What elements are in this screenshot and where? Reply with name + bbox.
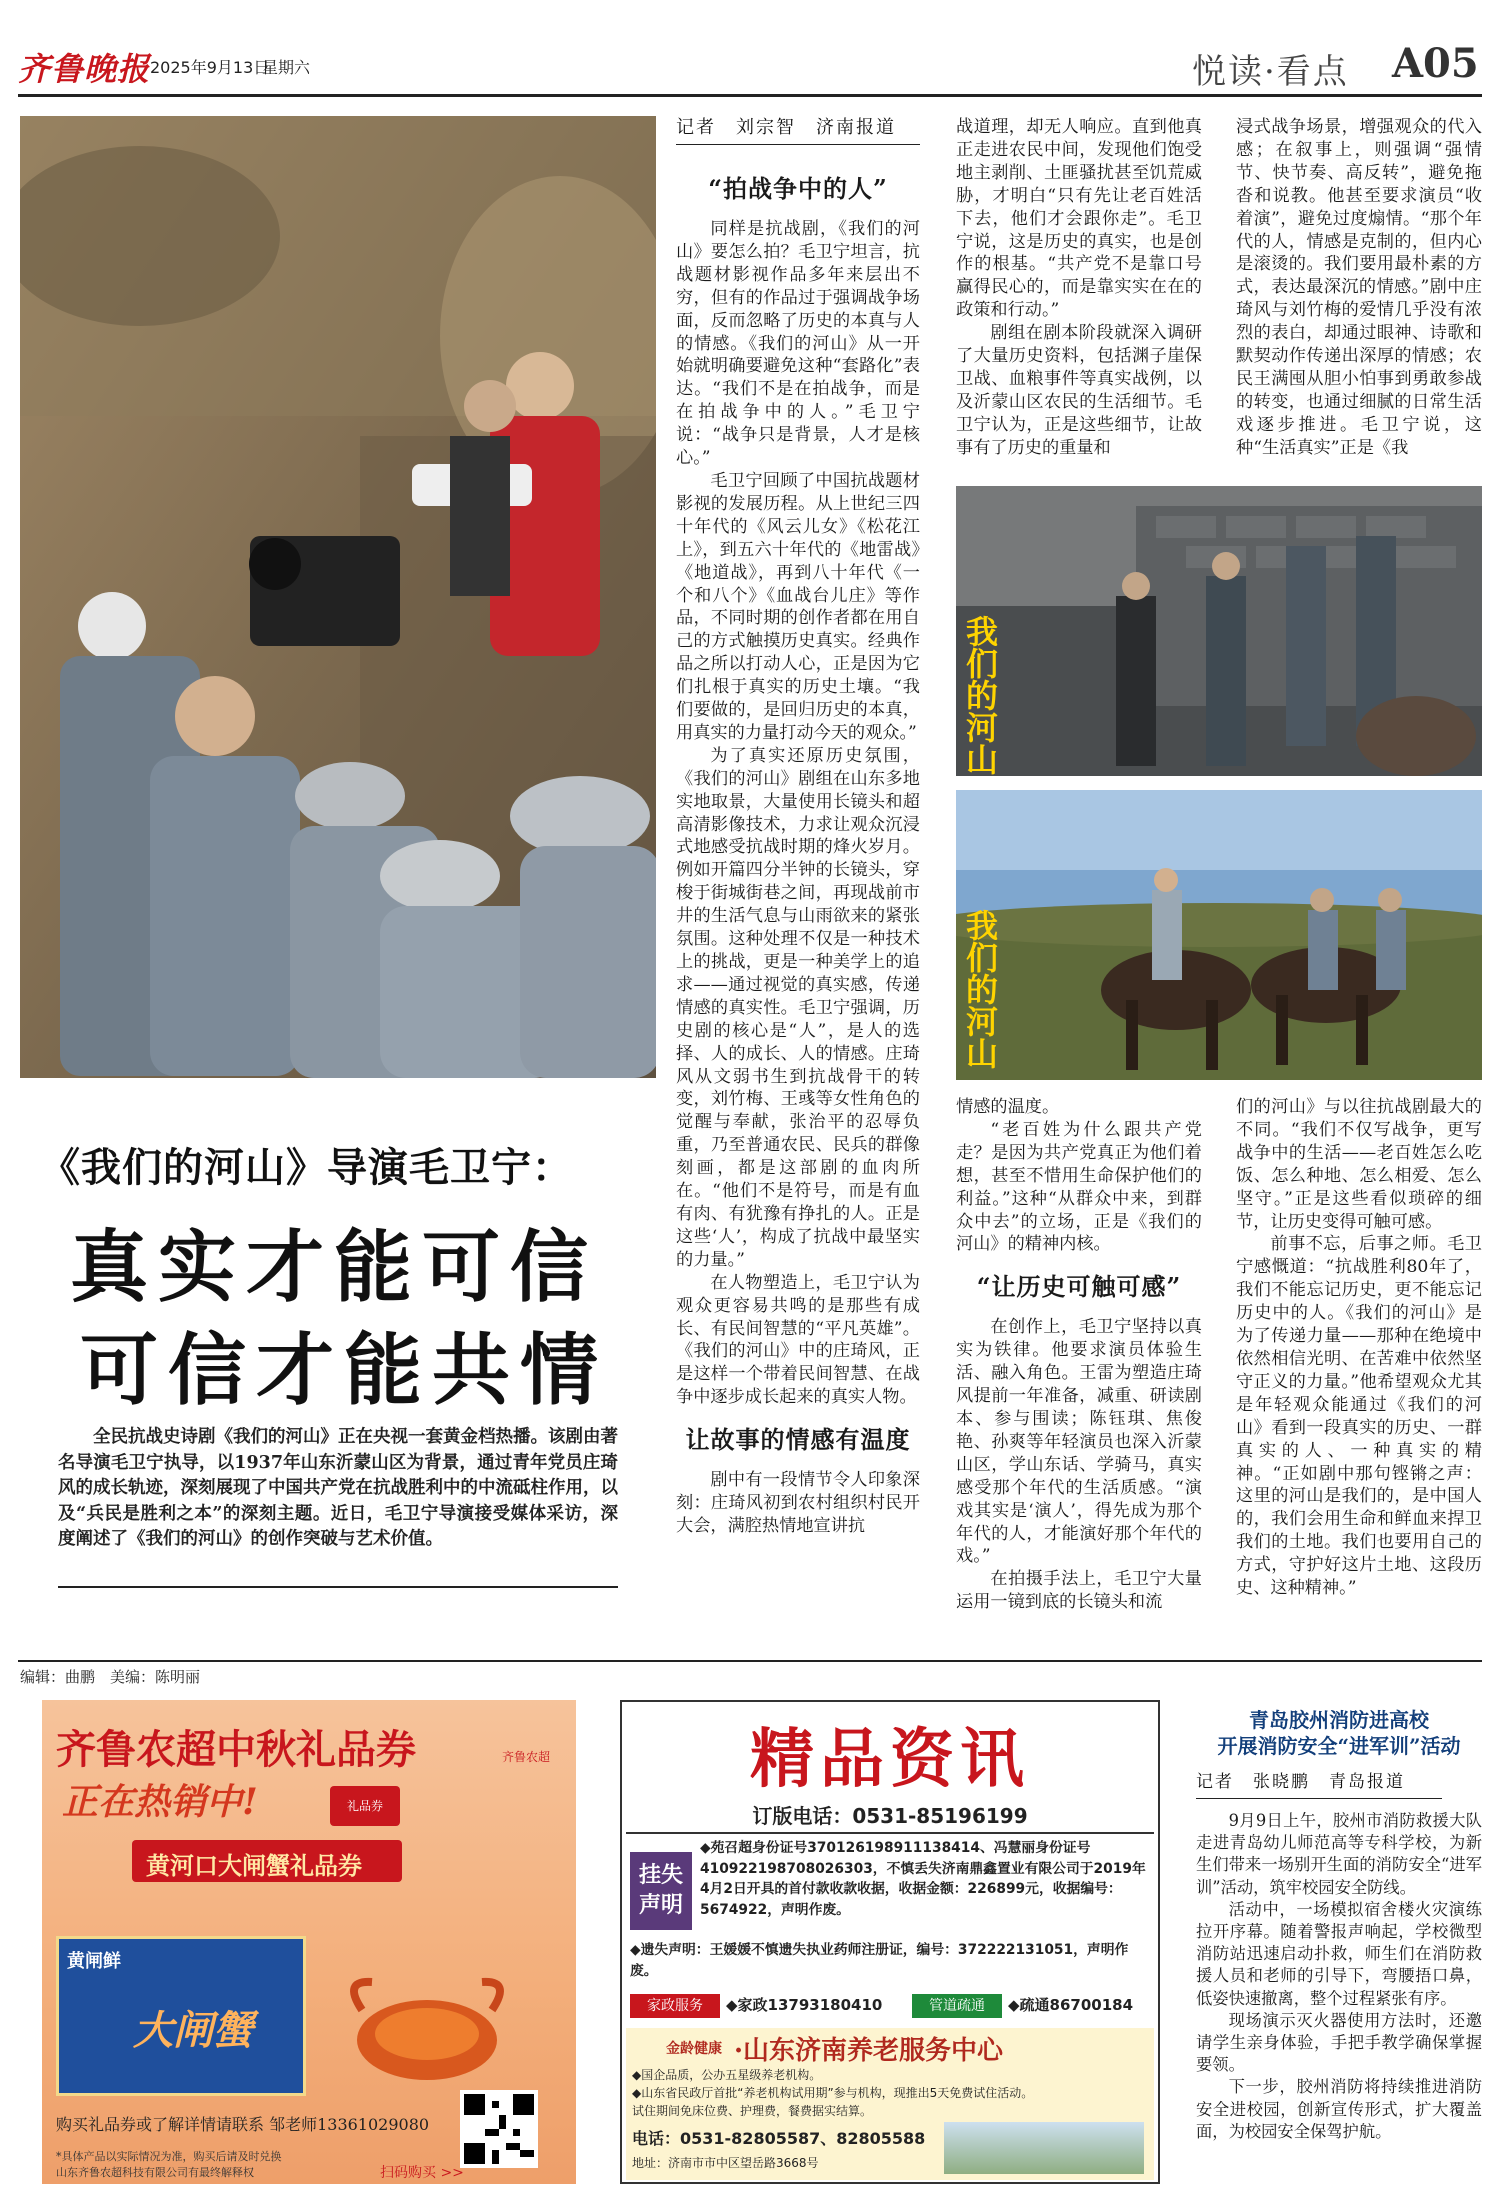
classifieds-divider bbox=[626, 1832, 1154, 1834]
lead-paragraph: 全民抗战史诗剧《我们的河山》正在央视一套黄金档热播。该剧由著名导演毛卫宁执导，以1937年山东沂蒙山区为背景，通过青年党员庄琦风的成长轨迹，深刻展现了中国共产党在抗战胜利中的中流砥柱作用，以及“兵民是胜利之本”的深刻主题。近日，毛卫宁导演接受媒体采访，深度阐述了《我们的河山》的创作突破与艺术价值。 bbox=[58, 1427, 618, 1549]
issue-weekday: 星期六 bbox=[262, 58, 311, 77]
crab-gift-box bbox=[56, 1936, 306, 2096]
ad-note-1: *具体产品以实际情况为准，购买后请及时兑换 bbox=[56, 2150, 282, 2163]
ad-contact: 购买礼品券或了解详情请联系 邹老师13361029080 bbox=[56, 2115, 430, 2134]
ad-left-title: 齐鲁农超中秋礼品券 bbox=[56, 1726, 416, 1773]
article-byline: 记者 刘宗智 济南报道 bbox=[676, 116, 920, 145]
qr-code[interactable] bbox=[460, 2090, 538, 2168]
side-article-byline: 记者 张晓鹏 青岛报道 bbox=[1196, 1770, 1442, 1799]
paragraph: 活动中，一场模拟宿舍楼火灾演练拉开序幕。随着警报声响起，学校微型消防站迅速启动扑救，师生们在消防救援人员和老师的引导下，弯腰捂口鼻，低姿快速撤离，整个过程紧张有序。 bbox=[1196, 1899, 1482, 2008]
subheading-2: 让故事的情感有温度 bbox=[685, 1425, 911, 1455]
side-article-body bbox=[1196, 1810, 1482, 2190]
still-title-1: 我们的河山 bbox=[966, 613, 999, 776]
gift-card-icon bbox=[330, 1786, 400, 1826]
article-bottom-rule bbox=[18, 1660, 1482, 1662]
column-2-top bbox=[956, 116, 1202, 468]
paragraph: 浸式战争场景，增强观众的代入感；在叙事上，则强调“强情节、快节奏、高反转”，避免拖沓和说教。他甚至要求演员“收着演”，避免过度煽情。“那个年代的人，情感是克制的，但内心是滚烫的。我们要用最朴素的方式，表达最深沉的情感。”剧中庄琦风与刘竹梅的爱情几乎没有浓烈的表白，却通过眼神、诗歌和默契动作传递出深厚的情感；农民王满囤从胆小怕事到勇敢参战的转变，也通过细腻的日常生活戏逐步推进。毛卫宁说，这种“生活真实”正是《我 bbox=[1236, 117, 1482, 458]
ad-brand-logo: 齐鲁农超 bbox=[502, 1750, 551, 1764]
still-title-2: 我们的河山 bbox=[966, 907, 999, 1073]
headline-line-2: 可信才能共情 bbox=[80, 1325, 609, 1416]
lost-notice-1: ◆苑召超身份证号370126198911138414、冯慧丽身份证号410922198708026303，不慎丢失济南鼎鑫置业有限公司于2019年4月2日开具的首付款收款收据，收据金额：226899元，收据编号：5674922，声明作废。 bbox=[700, 1840, 1146, 1918]
classifieds-ad bbox=[620, 1700, 1160, 2184]
column-3-top bbox=[1236, 116, 1482, 468]
classifieds-phone: 订版电话：0531-85196199 bbox=[752, 1804, 1028, 1828]
paragraph: 在创作上，毛卫宁坚持以真实为铁律。他要求演员体验生活、融入角色。王雷为塑造庄琦风提前一年准备，减重、研读剧本、参与围读；陈钰琪、焦俊艳、孙爽等年轻演员也深入沂蒙山区，学山东话、学骑马，真实感受那个年代的生活质感。“演戏其实是‘演人’，得先成为那个年代的人，才能演好那个年代的戏。” bbox=[956, 1317, 1202, 1567]
headline-underline bbox=[58, 1586, 618, 1588]
paragraph: 剧中有一段情节令人印象深刻：庄琦风初到农村组织村民开大会，满腔热情地宣讲抗 bbox=[676, 1470, 920, 1536]
paragraph: 前事不忘，后事之师。毛卫宁感慨道：“抗战胜利80年了，我们不能忘记历史，更不能忘记历史中的人。《我们的河山》是为了传递力量——那种在绝境中依然相信光明、在苦难中依然坚守正义的力量。”他希望观众尤其是年轻观众能通过《我们的河山》看到一段真实的历史、一群真实的人、一种真实的精神。“正如剧中那句铿锵之声：这里的河山是我们的，是中国人的，我们会用生命和鲜血来捍卫我们的土地。我们也要用自己的方式，守护好这片土地、这段历史、这种精神。” bbox=[1236, 1234, 1482, 1599]
care-line-3: 试住期间免床位费、护理费，餐费据实结算。 bbox=[632, 2104, 873, 2118]
care-phone: 电话：0531-82805587、82805588 bbox=[632, 2129, 926, 2148]
lost-notice-2: ◆遗失声明：王媛媛不慎遗失执业药师注册证，编号：372222131051，声明作废。 bbox=[630, 1942, 1129, 1979]
subheading-3: “让历史可触可感” bbox=[976, 1272, 1182, 1302]
paragraph: 9月9日上午，胶州市消防救援大队走进青岛幼儿师范高等专科学校，为新生们带来一场别开生面的消防安全“进军训”活动，筑牢校园安全防线。 bbox=[1196, 1811, 1482, 1897]
subheading-1: “拍战争中的人” bbox=[708, 174, 888, 203]
gift-card-label: 礼品券 bbox=[346, 1799, 383, 1813]
column-1 bbox=[676, 158, 920, 1644]
gift-box-brand: 黄闸鲜 bbox=[67, 1951, 121, 1972]
gift-box-label: 大闸蟹 bbox=[133, 2007, 253, 2054]
paragraph: 毛卫宁回顾了中国抗战题材影视的发展历程。从上世纪三四十年代的《风云儿女》《松花江上》，到五六十年代的《地雷战》《地道战》，再到八十年代《一个和八个》《血战台儿庄》等作品，不同时期的创作者都在用自己的方式触摸历史真实。经典作品之所以打动人心，正是因为它们扎根于真实的历史土壤。“我们要做的，是回归历史的本真，用真实的力量打动今天的观众。” bbox=[676, 470, 920, 743]
tag-housekeeping: 家政服务 bbox=[630, 1994, 720, 2018]
care-title: ·山东济南养老服务中心 bbox=[734, 2036, 1004, 2066]
paragraph: 为了真实还原历史氛围，《我们的河山》剧组在山东多地实地取景，大量使用长镜头和超高清影像技术，力求让观众沉浸式地感受抗战时期的烽火岁月。例如开篇四分半钟的长镜头，穿梭于街城街巷之间，再现战前市井的生活气息与山雨欲来的紧张氛围。这种处理不仅是一种技术上的挑战，更是一种美学上的追求——通过视觉的真实感，传递情感的真实性。毛卫宁强调，历史剧的核心是“人”，是人的选择、人的成长、人的情感。庄琦风从文弱书生到抗战骨干的转变，刘竹梅、王彧等女性角色的觉醒与奉献，张治平的忍辱负重，乃至普通农民、民兵的群像刻画，都是这部剧的血肉所在。“他们不是符号，而是有血有肉、有犹豫有挣扎的人。正是这些‘人’，构成了抗战中最坚实的力量。” bbox=[676, 745, 920, 1270]
paragraph: “老百姓为什么跟共产党走？是因为共产党真正为他们着想，甚至不惜用生命保护他们的利益。”这种“从群众中来，到群众中去”的立场，正是《我们的河山》的精神内核。 bbox=[956, 1119, 1202, 1255]
paragraph: 现场演示灭火器使用方法时，还邀请学生亲身体验，手把手教学确保掌握要领。 bbox=[1196, 2010, 1482, 2075]
paragraph: 同样是抗战剧，《我们的河山》要怎么拍？毛卫宁坦言，抗战题材影视作品多年来层出不穷，但有的作品过于强调战争场面，反而忽略了历史的本真与人的情感。《我们的河山》从一开始就明确要避免这种“套路化”表达。“我们不是在拍战争，而是在拍战争中的人。”毛卫宁说：“战争只是背景，人才是核心。” bbox=[676, 219, 920, 469]
housekeeping-phone: ◆家政13793180410 bbox=[726, 1996, 883, 2014]
section-name: 悦读·看点 bbox=[1192, 52, 1349, 92]
ad-note-2: 山东齐鲁农超科技有限公司有最终解释权 bbox=[56, 2166, 254, 2179]
paragraph: 情感的温度。 bbox=[956, 1097, 1060, 1117]
paragraph: 下一步，胶州消防将持续推进消防安全进校园，创新宣传形式，扩大覆盖面，为校园安全保驾护航。 bbox=[1196, 2077, 1482, 2141]
care-address: 地址：济南市市中区望岳路3668号 bbox=[632, 2156, 819, 2170]
classifieds-title: 精品资讯 bbox=[750, 1722, 1030, 1797]
care-brand: 金龄健康 bbox=[666, 2041, 722, 2057]
scan-to-buy[interactable]: 扫码购买 >> bbox=[380, 2165, 464, 2181]
side-article-title-1: 青岛胶州消防进高校 bbox=[1249, 1708, 1429, 1732]
paragraph: 在人物塑造上，毛卫宁认为观众更容易共鸣的是那些有成长、有民间智慧的“平凡英雄”。《我们的河山》中的庄琦风，正是这样一个带着民间智慧、在战争中逐步成长起来的真实人物。 bbox=[676, 1272, 920, 1408]
drama-still-photo-1 bbox=[956, 486, 1482, 776]
side-article-title-2: 开展消防安全“进军训”活动 bbox=[1217, 1734, 1461, 1758]
page-number: A05 bbox=[1392, 40, 1479, 87]
column-2-lower bbox=[956, 1096, 1202, 1644]
headline-line-1: 真实才能可信 bbox=[70, 1222, 599, 1313]
care-line-2: ◆山东省民政厅首批“养老机构试用期”参与机构，现推出5天免费试住活动。 bbox=[632, 2086, 1034, 2100]
column-3-lower bbox=[1236, 1096, 1482, 1644]
issue-date: 2025年9月13日 bbox=[150, 58, 270, 77]
headline-intro: 《我们的河山》导演毛卫宁： bbox=[40, 1144, 573, 1191]
drama-still-photo-2 bbox=[956, 790, 1482, 1080]
paragraph: 们的河山》与以往抗战剧最大的不同。“我们不仅写战争，更写战争中的生活——老百姓怎么吃饭、怎么种地、怎么相爱、怎么坚守。”正是这些看似琐碎的细节，让历史变得可触可感。 bbox=[1236, 1097, 1482, 1232]
director-on-set-photo bbox=[20, 116, 656, 1078]
care-line-1: ◆国企品质，公办五星级养老机构。 bbox=[632, 2068, 822, 2082]
masthead-rule bbox=[18, 94, 1482, 97]
editors-credit: 编辑：曲鹏 美编：陈明丽 bbox=[20, 1668, 201, 1686]
paragraph: 在拍摄手法上，毛卫宁大量运用一镜到底的长镜头和流 bbox=[956, 1569, 1202, 1613]
crab-illustration bbox=[342, 1970, 512, 2090]
ad-ribbon-text: 黄河口大闸蟹礼品券 bbox=[146, 1851, 362, 1880]
plumbing-phone: ◆疏通86700184 bbox=[1008, 1996, 1134, 2014]
elderly-care-ad bbox=[626, 2028, 1154, 2180]
tag-plumbing: 管道疏通 bbox=[912, 1994, 1002, 2018]
newspaper-logo: 齐鲁晚报 bbox=[18, 50, 151, 88]
paragraph: 战道理，却无人响应。直到他真正走进农民中间，发现他们饱受地主剥削、土匪骚扰甚至饥荒威胁，才明白“只有先让老百姓活下去，他们才会跟你走”。毛卫宁说，这是历史的真实，也是创作的根基。“共产党不是靠口号赢得民心的，而是靠实实在在的政策和行动。” bbox=[956, 117, 1202, 321]
care-building-photo bbox=[944, 2122, 1144, 2174]
ad-left-subtitle: 正在热销中! bbox=[62, 1781, 258, 1823]
paragraph: 剧组在剧本阶段就深入调研了大量历史资料，包括渊子崖保卫战、血粮事件等真实战例，以及沂蒙山区农民的生活细节。毛卫宁认为，正是这些细节，让故事有了历史的重量和 bbox=[956, 323, 1202, 458]
gift-voucher-ad bbox=[42, 1700, 576, 2184]
masthead bbox=[0, 0, 1500, 100]
tag-lost-notice: 挂失声明 bbox=[630, 1852, 692, 1930]
